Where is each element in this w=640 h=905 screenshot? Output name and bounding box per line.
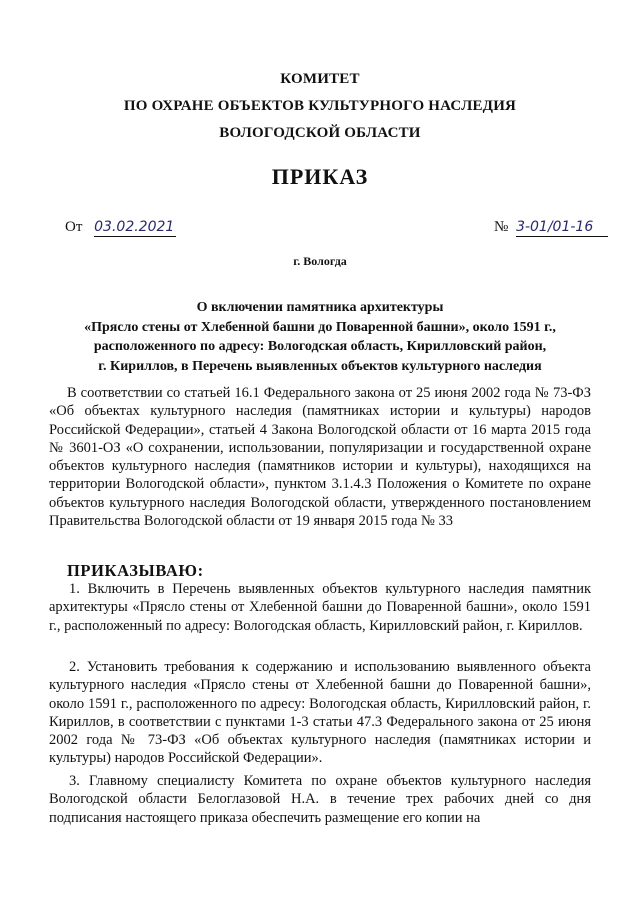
city: г. Вологда: [293, 254, 347, 268]
order-number-block: [494, 219, 608, 237]
order-item-2: 2. Установить требования к содержанию и использованию выявленного объекта культурного наследия «Прясло стены от Хлебенной башни до Поваренной башни», около 1591 г., расположенного по адресу: Вологодская область, Кирилловский район, г. Кириллов, в соответствии с пунктами 1-3 статьи 47.3 Федерального закона от 25 июня 2002 года № 73-ФЗ «Об объектах культурного наследия (памятниках истории и культуры) народов Российской Федерации».: [49, 659, 591, 767]
subject-line: «Прясло стены от Хлебенной башни до Поваренной башни», около 1591 г.,: [84, 319, 556, 335]
order-number: 3-01/01-16: [516, 219, 594, 235]
order-number-field: [516, 219, 608, 237]
order-date: 03.02.2021: [94, 219, 175, 235]
number-label: №: [494, 219, 509, 235]
order-date-block: [65, 219, 176, 237]
subject-line: г. Кириллов, в Перечень выявленных объектов культурного наследия: [98, 358, 542, 374]
committee-name-line2: ПО ОХРАНЕ ОБЪЕКТОВ КУЛЬТУРНОГО НАСЛЕДИЯ: [123, 98, 517, 114]
committee-name-line1: КОМИТЕТ: [280, 71, 360, 87]
preamble-paragraph: В соответствии со статьей 16.1 Федерального закона от 25 июня 2002 года № 73-ФЗ «Об объектах культурного наследия (памятниках истории и культуры) народов Российской Федерации», статьей 4 Закона Вологодской области от 16 марта 2015 года № 3601-ОЗ «О сохранении, использовании, популяризации и государственной охране объектов культурного наследия (памятников истории и культуры), находящихся на территории Вологодской области», пунктом 3.1.4.3 Положения о Комитете по охране объектов культурного наследия Вологодской области, утвержденного постановлением Правительства Вологодской области от 19 января 2015 года № 33: [49, 385, 591, 530]
committee-name-line3: ВОЛОГОДСКОЙ ОБЛАСТИ: [219, 125, 421, 141]
subject-line: О включении памятника архитектуры: [196, 300, 444, 315]
order-item-3: 3. Главному специалисту Комитета по охране объектов культурного наследия Вологодской области Белоглазовой Н.А. в течение трех рабочих дней со дня подписания настоящего приказа обеспечить размещение его копии на: [49, 773, 591, 826]
order-directive-heading: ПРИКАЗЫВАЮ:: [67, 561, 204, 580]
from-label: От: [65, 219, 83, 235]
document-type-title: ПРИКАЗ: [271, 164, 369, 189]
subject-line: расположенного по адресу: Вологодская область, Кирилловский район,: [93, 339, 547, 354]
order-item-1: 1. Включить в Перечень выявленных объектов культурного наследия памятник архитектуры «Прясло стены от Хлебенной башни до Поваренной башни», около 1591 г., расположенный по адресу: Вологодская область, Кирилловский район, г. Кириллов.: [49, 581, 591, 634]
order-date-field: [94, 219, 176, 237]
order-subject: [50, 298, 590, 376]
